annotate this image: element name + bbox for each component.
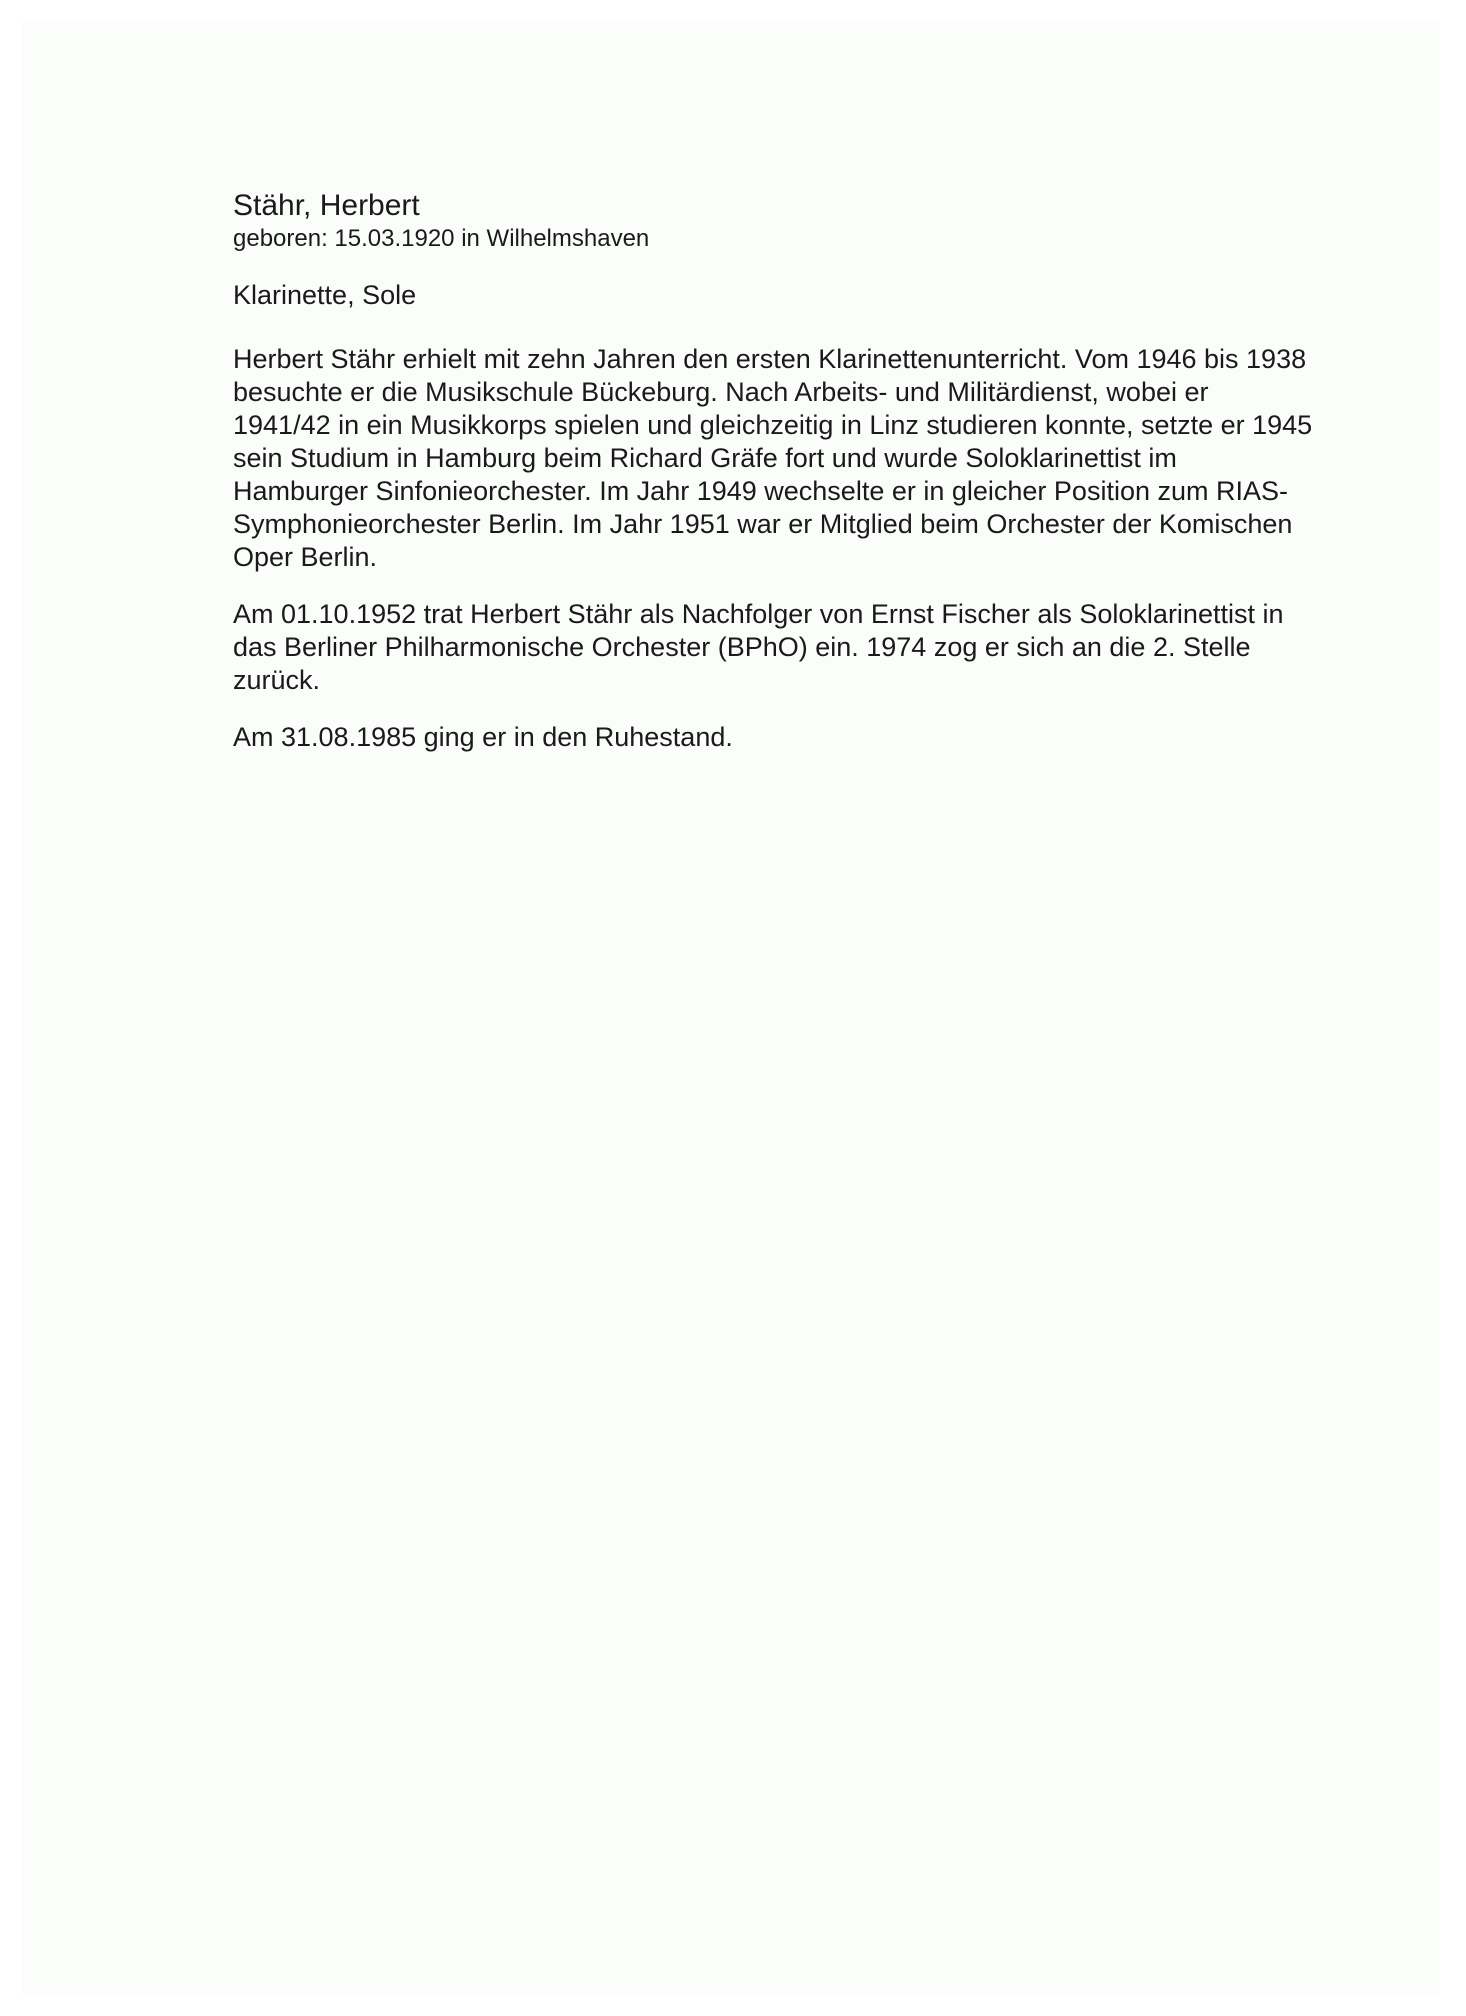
biography-paragraph: Herbert Stähr erhielt mit zehn Jahren den ersten Klarinettenunterricht. Vom 1946 bis 1938 besuchte er die Musikschule Bückeburg. Nach Arbeits- und Militärdienst, wobei er 1941/42 in ein Musikkorps spielen und gleichzeitig in Linz studieren konnte, setzte er 1945 sein Studium in Hamburg beim Richard Gräfe fort und wurde Soloklarinettist im Hamburger Sinfonieorchester. Im Jahr 1949 wechselte er in gleicher Position zum RIAS-Symphonieorchester Berlin. Im Jahr 1951 war er Mitglied beim Orchester der Komischen Oper Berlin. [233, 344, 1313, 572]
document-page [22, 20, 1440, 1996]
biography-paragraph: Am 31.08.1985 ging er in den Ruhestand. [233, 722, 733, 752]
biography-paragraph: Am 01.10.1952 trat Herbert Stähr als Nachfolger von Ernst Fischer als Soloklarinettist in das Berliner Philharmonische Orchester (BPhO) ein. 1974 zog er sich an die 2. Stelle zurück. [233, 599, 1284, 695]
birth-info: geboren: 15.03.1920 in Wilhelmshaven [233, 225, 650, 252]
person-name: Stähr, Herbert [233, 189, 420, 222]
instrument-info: Klarinette, Sole [233, 280, 417, 310]
document-body [233, 188, 1313, 778]
